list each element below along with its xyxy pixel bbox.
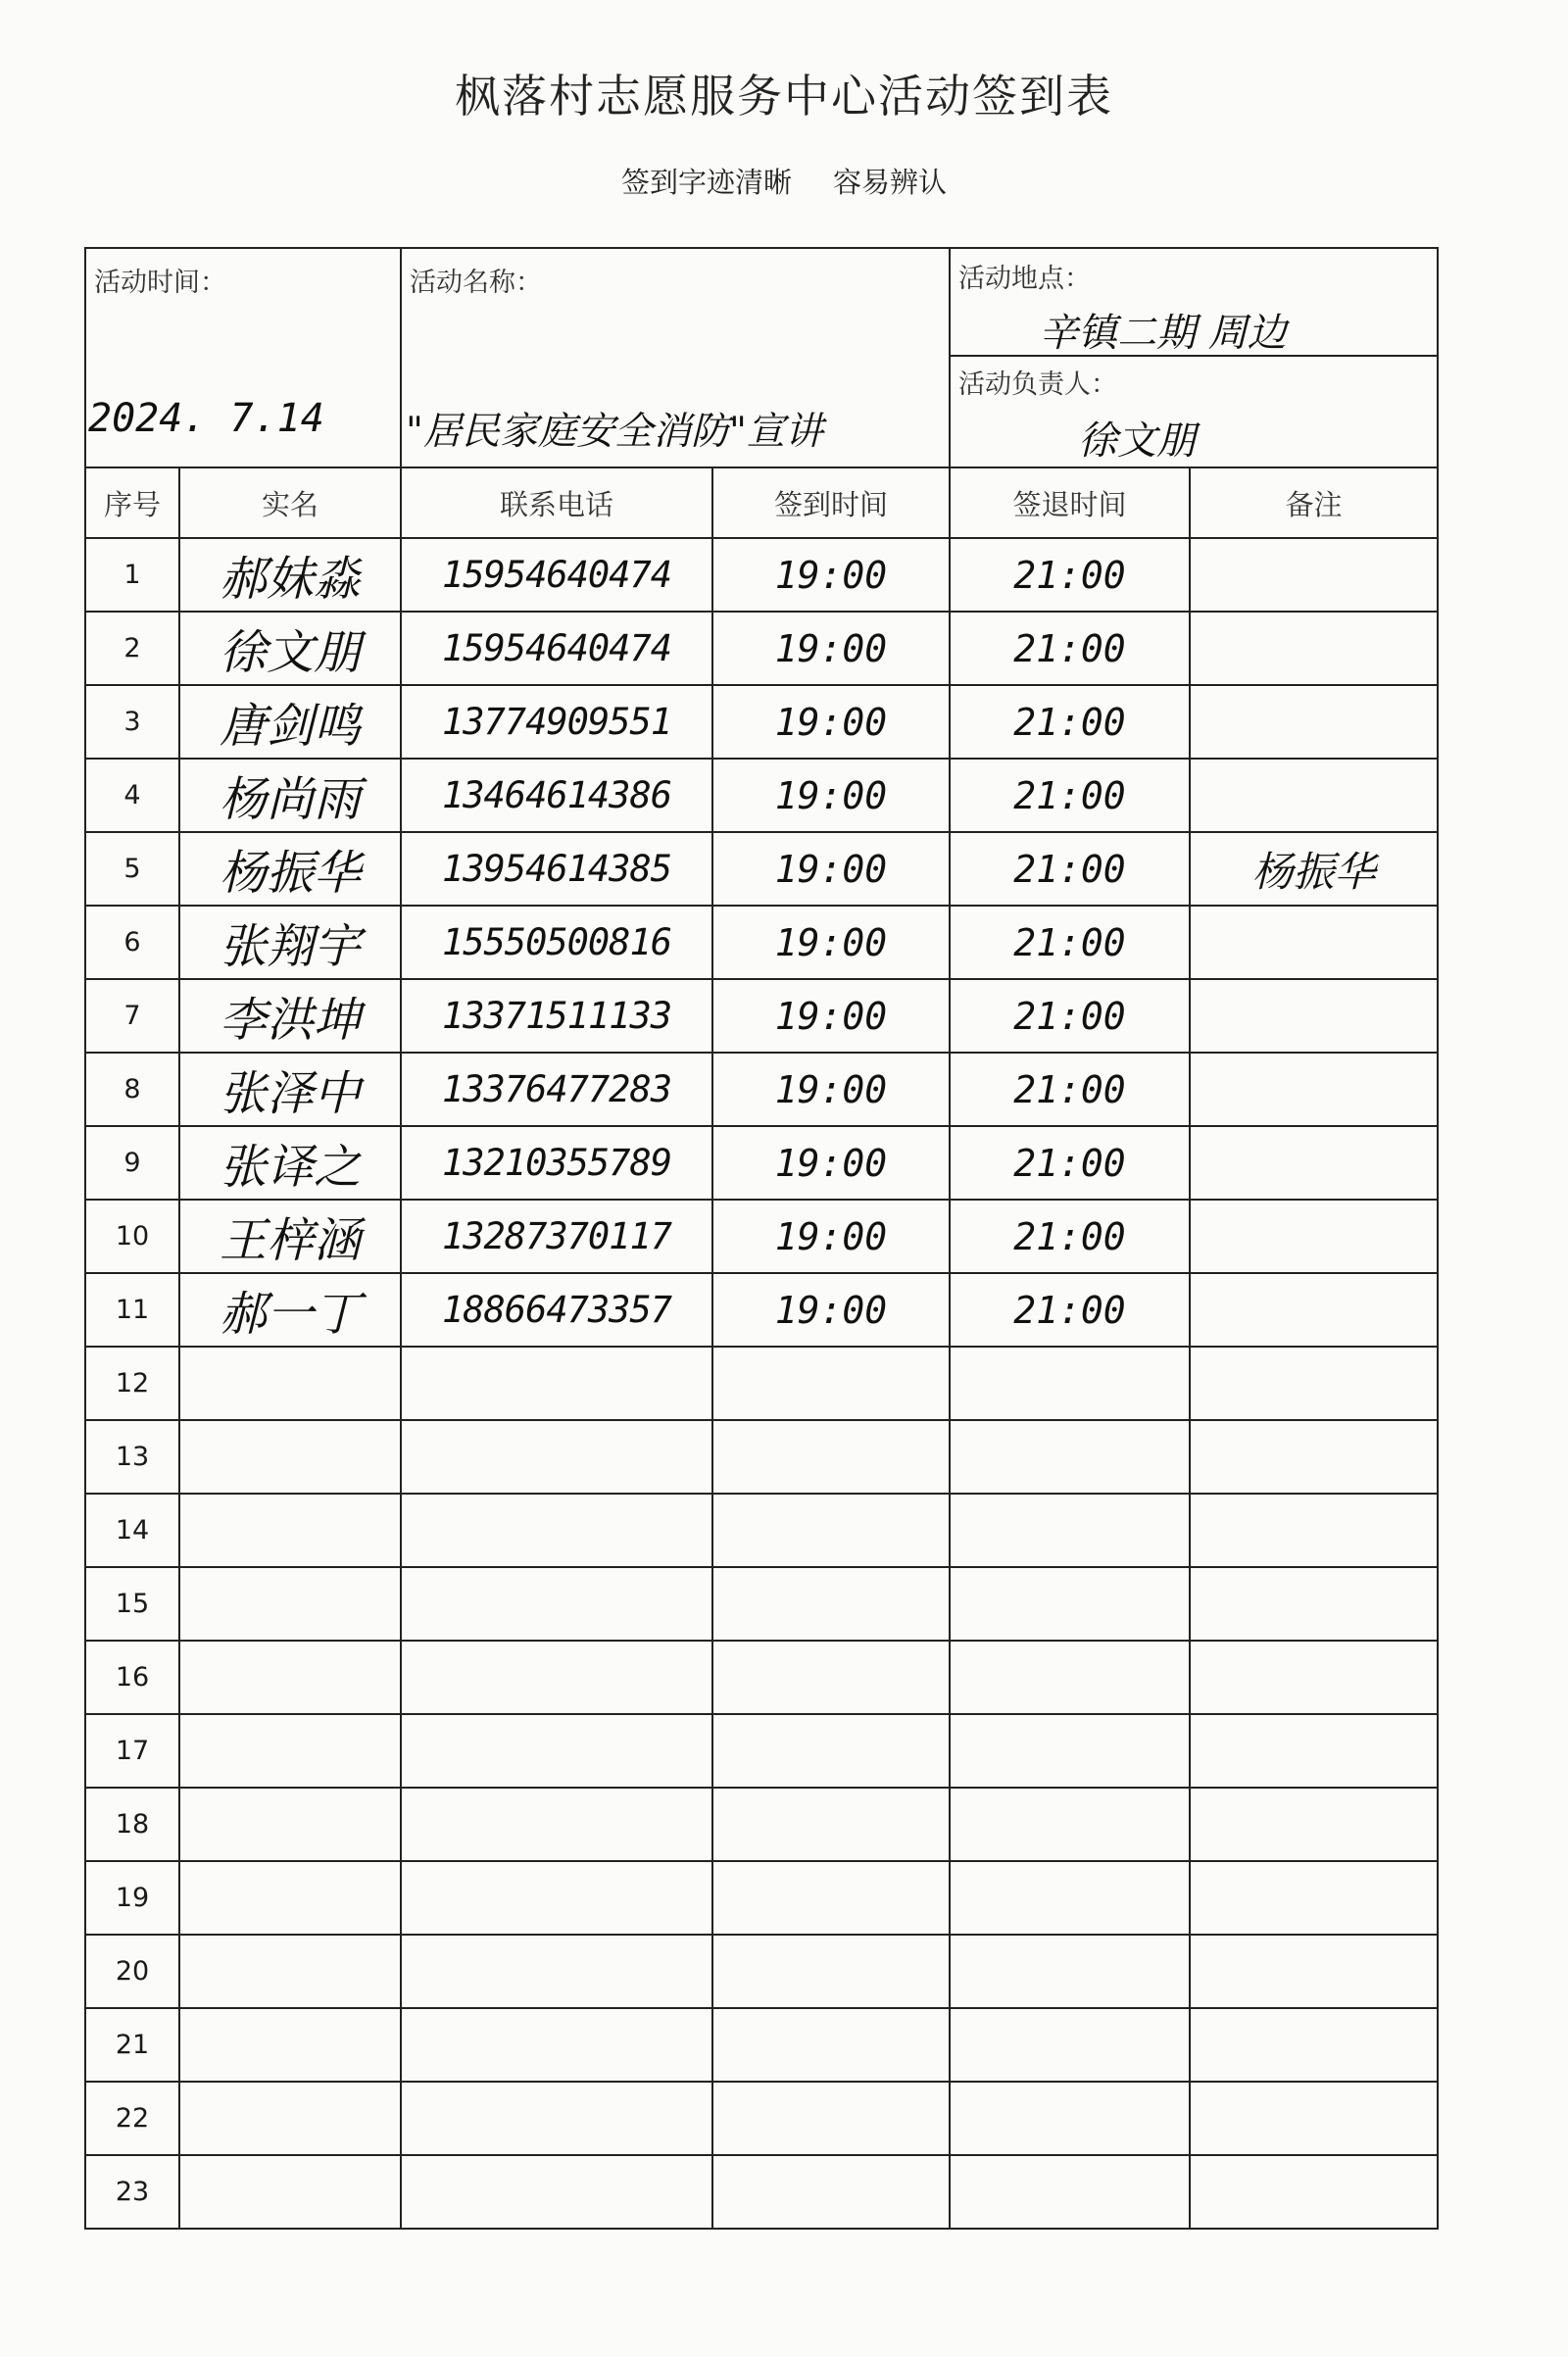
- table-row: [85, 612, 1438, 685]
- row-sign-out-time: 21:00: [950, 612, 1190, 685]
- row-sign-in-time: 19:00: [712, 612, 950, 685]
- row-note: [1190, 1200, 1438, 1273]
- col-header-phone: 联系电话: [401, 467, 712, 538]
- activity-time-value: 2024. 7.14: [88, 396, 324, 441]
- row-name: 王梓涵: [179, 1200, 401, 1273]
- table-row: [85, 1714, 1438, 1788]
- row-phone: [401, 2082, 712, 2155]
- row-number: 14: [85, 1494, 179, 1567]
- row-phone: [401, 1788, 712, 1861]
- row-name: 张泽中: [179, 1053, 401, 1126]
- row-note: [1190, 1347, 1438, 1420]
- table-header-row: [85, 467, 1438, 538]
- row-name: 郝一丁: [179, 1273, 401, 1347]
- row-sign-in-time: 19:00: [712, 538, 950, 612]
- activity-leader-value: 徐文朋: [1078, 418, 1196, 464]
- row-name: [179, 1788, 401, 1861]
- row-name: 郝妹淼: [179, 538, 401, 612]
- col-header-name: 实名: [179, 467, 401, 538]
- row-note: [1190, 979, 1438, 1053]
- col-header-sign-in: 签到时间: [712, 467, 950, 538]
- row-phone: [401, 1420, 712, 1494]
- activity-place-label: 活动地点：: [958, 264, 1091, 294]
- row-phone: 13210355789: [401, 1126, 712, 1200]
- table-row: [85, 759, 1438, 832]
- row-sign-out-time: [950, 1420, 1190, 1494]
- row-number: 6: [85, 906, 179, 979]
- subtitle: [0, 161, 1568, 201]
- row-name: 李洪坤: [179, 979, 401, 1053]
- row-sign-out-time: 21:00: [950, 906, 1190, 979]
- row-number: 4: [85, 759, 179, 832]
- row-sign-in-time: [712, 1861, 950, 1935]
- row-sign-in-time: 19:00: [712, 685, 950, 759]
- row-number: 23: [85, 2155, 179, 2229]
- col-header-sign-out: 签退时间: [950, 467, 1190, 538]
- row-sign-out-time: [950, 1494, 1190, 1567]
- row-sign-out-time: [950, 1347, 1190, 1420]
- row-note: [1190, 906, 1438, 979]
- row-sign-in-time: 19:00: [712, 979, 950, 1053]
- row-sign-in-time: 19:00: [712, 906, 950, 979]
- activity-info-table: [84, 247, 1439, 468]
- table-row: [85, 1053, 1438, 1126]
- row-phone: 13376477283: [401, 1053, 712, 1126]
- row-note: [1190, 538, 1438, 612]
- row-note: [1190, 1494, 1438, 1567]
- row-sign-in-time: 19:00: [712, 1126, 950, 1200]
- row-phone: [401, 1567, 712, 1641]
- row-phone: [401, 1861, 712, 1935]
- row-sign-in-time: 19:00: [712, 832, 950, 906]
- table-row: [85, 685, 1438, 759]
- table-row: [85, 1788, 1438, 1861]
- row-phone: 18866473357: [401, 1273, 712, 1347]
- row-sign-in-time: [712, 2155, 950, 2229]
- row-sign-in-time: [712, 1494, 950, 1567]
- row-number: 5: [85, 832, 179, 906]
- table-row: [85, 2082, 1438, 2155]
- row-phone: 15954640474: [401, 538, 712, 612]
- row-number: 17: [85, 1714, 179, 1788]
- row-note: [1190, 1273, 1438, 1347]
- activity-time-label: 活动时间：: [94, 268, 226, 298]
- subtitle-part1: 签到字迹清晰: [620, 166, 792, 199]
- row-note: [1190, 759, 1438, 832]
- row-name: [179, 1494, 401, 1567]
- row-sign-out-time: 21:00: [950, 1273, 1190, 1347]
- row-name: 杨振华: [179, 832, 401, 906]
- row-note: [1190, 1788, 1438, 1861]
- row-number: 7: [85, 979, 179, 1053]
- row-name: [179, 2155, 401, 2229]
- row-phone: 13774909551: [401, 685, 712, 759]
- activity-name-label: 活动名称：: [410, 268, 542, 298]
- row-note: [1190, 685, 1438, 759]
- row-note: [1190, 1861, 1438, 1935]
- row-sign-out-time: [950, 1641, 1190, 1714]
- row-sign-in-time: [712, 1641, 950, 1714]
- row-sign-in-time: [712, 1935, 950, 2008]
- row-sign-in-time: [712, 1788, 950, 1861]
- row-sign-out-time: 21:00: [950, 538, 1190, 612]
- row-name: 徐文朋: [179, 612, 401, 685]
- row-sign-out-time: [950, 2155, 1190, 2229]
- row-name: [179, 2008, 401, 2082]
- row-phone: [401, 1935, 712, 2008]
- row-phone: [401, 2155, 712, 2229]
- row-note: [1190, 1714, 1438, 1788]
- row-phone: 13464614386: [401, 759, 712, 832]
- row-number: 9: [85, 1126, 179, 1200]
- row-note: [1190, 1935, 1438, 2008]
- row-name: [179, 1420, 401, 1494]
- activity-place-value: 辛镇二期 周边: [1039, 311, 1287, 356]
- row-sign-out-time: [950, 2082, 1190, 2155]
- row-phone: [401, 2008, 712, 2082]
- row-phone: 13371511133: [401, 979, 712, 1053]
- row-sign-in-time: 19:00: [712, 1053, 950, 1126]
- row-phone: [401, 1714, 712, 1788]
- row-phone: 13954614385: [401, 832, 712, 906]
- row-name: [179, 2082, 401, 2155]
- row-phone: 15954640474: [401, 612, 712, 685]
- row-note: [1190, 1420, 1438, 1494]
- row-note: [1190, 1126, 1438, 1200]
- table-row: [85, 979, 1438, 1053]
- activity-time-cell: [85, 248, 401, 467]
- row-number: 19: [85, 1861, 179, 1935]
- row-number: 2: [85, 612, 179, 685]
- row-sign-in-time: 19:00: [712, 1200, 950, 1273]
- table-row: [85, 1273, 1438, 1347]
- row-sign-out-time: 21:00: [950, 1053, 1190, 1126]
- attendance-table: [84, 466, 1439, 2230]
- row-name: [179, 1567, 401, 1641]
- activity-name-value: "居民家庭安全消防"宣讲: [406, 410, 823, 454]
- row-number: 16: [85, 1641, 179, 1714]
- row-number: 21: [85, 2008, 179, 2082]
- row-phone: [401, 1641, 712, 1714]
- row-note: [1190, 1641, 1438, 1714]
- row-sign-out-time: 21:00: [950, 979, 1190, 1053]
- row-note: [1190, 2008, 1438, 2082]
- row-note: [1190, 612, 1438, 685]
- row-number: 10: [85, 1200, 179, 1273]
- row-phone: 15550500816: [401, 906, 712, 979]
- table-row: [85, 832, 1438, 906]
- row-number: 1: [85, 538, 179, 612]
- row-name: 唐剑鸣: [179, 685, 401, 759]
- row-note: [1190, 1567, 1438, 1641]
- table-row: [85, 1420, 1438, 1494]
- row-note: [1190, 2082, 1438, 2155]
- table-row: [85, 1935, 1438, 2008]
- row-sign-in-time: [712, 1420, 950, 1494]
- row-name: [179, 1935, 401, 2008]
- col-header-note: 备注: [1190, 467, 1438, 538]
- row-name: [179, 1641, 401, 1714]
- table-row: [85, 1641, 1438, 1714]
- table-row: [85, 1861, 1438, 1935]
- row-sign-out-time: [950, 1567, 1190, 1641]
- row-sign-out-time: 21:00: [950, 759, 1190, 832]
- row-sign-in-time: [712, 1714, 950, 1788]
- row-name: [179, 1347, 401, 1420]
- row-sign-out-time: [950, 2008, 1190, 2082]
- row-phone: [401, 1494, 712, 1567]
- table-row: [85, 1494, 1438, 1567]
- row-sign-in-time: [712, 2008, 950, 2082]
- col-header-no: 序号: [85, 467, 179, 538]
- row-number: 13: [85, 1420, 179, 1494]
- row-sign-in-time: 19:00: [712, 759, 950, 832]
- table-row: [85, 2008, 1438, 2082]
- row-note: 杨振华: [1190, 832, 1438, 906]
- row-number: 11: [85, 1273, 179, 1347]
- row-sign-in-time: [712, 2082, 950, 2155]
- row-note: [1190, 1053, 1438, 1126]
- table-row: [85, 906, 1438, 979]
- row-sign-out-time: [950, 1788, 1190, 1861]
- row-sign-out-time: 21:00: [950, 1126, 1190, 1200]
- row-phone: 13287370117: [401, 1200, 712, 1273]
- row-sign-out-time: 21:00: [950, 832, 1190, 906]
- row-phone: [401, 1347, 712, 1420]
- page-title: 枫落村志愿服务中心活动签到表: [455, 70, 1113, 123]
- table-row: [85, 1567, 1438, 1641]
- subtitle-part2: 容易辨认: [833, 166, 948, 199]
- activity-leader-label: 活动负责人：: [958, 369, 1117, 400]
- activity-name-cell: [401, 248, 950, 467]
- row-sign-in-time: [712, 1567, 950, 1641]
- table-row: [85, 538, 1438, 612]
- row-name: 杨尚雨: [179, 759, 401, 832]
- table-row: [85, 2155, 1438, 2229]
- row-name: 张翔宇: [179, 906, 401, 979]
- row-number: 12: [85, 1347, 179, 1420]
- row-sign-out-time: 21:00: [950, 685, 1190, 759]
- table-row: [85, 1126, 1438, 1200]
- row-number: 15: [85, 1567, 179, 1641]
- row-number: 20: [85, 1935, 179, 2008]
- row-sign-out-time: [950, 1714, 1190, 1788]
- row-number: 22: [85, 2082, 179, 2155]
- row-sign-out-time: [950, 1935, 1190, 2008]
- sign-in-sheet: [84, 247, 1437, 2230]
- row-note: [1190, 2155, 1438, 2229]
- row-sign-in-time: 19:00: [712, 1273, 950, 1347]
- row-sign-out-time: [950, 1861, 1190, 1935]
- activity-place-cell: [950, 248, 1438, 356]
- row-sign-out-time: 21:00: [950, 1200, 1190, 1273]
- row-number: 8: [85, 1053, 179, 1126]
- row-number: 3: [85, 685, 179, 759]
- row-name: 张译之: [179, 1126, 401, 1200]
- table-row: [85, 1200, 1438, 1273]
- row-name: [179, 1861, 401, 1935]
- table-row: [85, 1347, 1438, 1420]
- row-number: 18: [85, 1788, 179, 1861]
- row-sign-in-time: [712, 1347, 950, 1420]
- activity-leader-cell: [950, 356, 1438, 467]
- row-name: [179, 1714, 401, 1788]
